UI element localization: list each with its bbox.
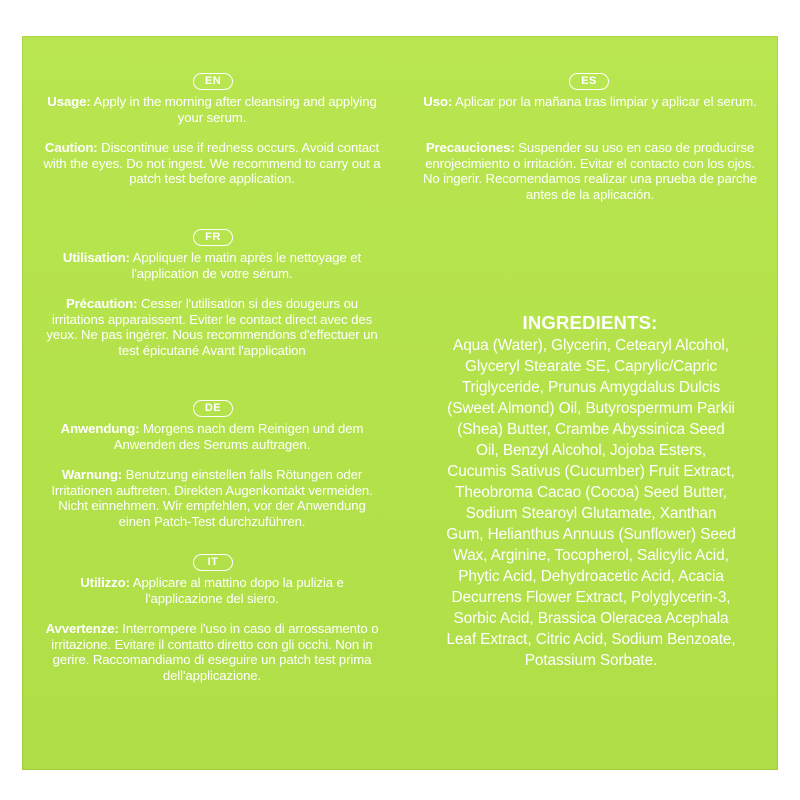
it-usage-label: Utilizzo: [80,575,130,590]
en-caution-label: Caution: [44,140,98,155]
fr-caution-label: Précaution: [65,296,138,311]
de-caution-label: Warnung: [61,467,123,482]
en-usage-label: Usage: [47,94,91,109]
lang-badge-fr: FR [193,229,233,246]
packaging-panel [22,36,778,770]
en-caution-text: Discontinue use if redness occurs. Avoid contact with the eyes. Do not ingest. We recommend to carry out a patch test before application. [43,140,381,186]
en-usage-text: Apply in the morning after cleansing and applying your serum. [90,94,377,125]
de-usage [42,421,382,452]
it-usage-text: Applicare al mattino dopo la pulizia e l'applicazione del siero. [129,575,344,606]
de-caution [42,467,382,529]
lang-badge-it: IT [193,554,233,571]
lang-badge-de: DE [193,400,233,417]
es-usage-text: Aplicar por la mañana tras limpiar y aplicar el serum. [452,94,757,109]
es-caution-label: Precauciones: [425,140,515,155]
de-caution-text: Benutzung einstellen falls Rötungen oder Irritationen auftreten. Direkten Augenkontakt vermeiden. Nicht einnehmen. Wir empfehlen, vor der Anwendung einen Patch-Test durchzuführen. [51,467,373,529]
it-caution-text: Interrompere l'uso in caso di arrossamento o irritazione. Evitare il contatto diretto con gli occhi. Non in gerire. Raccomandiamo di eseguire un patch test prima dell'applicazione. [51,621,379,683]
en-caution [42,140,382,187]
en-usage [42,94,382,125]
es-caution-text: Suspender su uso en caso de producirse enrojecimiento o irritación. Evitar el contacto con los ojos. No ingerir. Recomendamos realizar una prueba de parche antes de la aplicación. [422,140,757,202]
fr-caution [42,296,382,358]
it-usage [42,575,382,606]
lang-badge-en: EN [193,73,233,90]
es-usage [420,94,760,110]
de-usage-label: Anwendung: [60,421,140,436]
es-usage-label: Uso: [423,94,453,109]
fr-caution-text: Cesser l'utilisation si des dougeurs ou irritations apparaissent. Eviter le contact direct avec des yeux. Ne pas ingérer. Nous recommendons d'effectuer un test épicutané Avant l'application [46,296,378,358]
it-caution-label: Avvertenze: [45,621,119,636]
ingredients-list: Aqua (Water), Glycerin, Cetearyl Alcohol, Glyceryl Stearate SE, Caprylic/Capric Triglyceride, Prunus Amygdalus Dulcis (Sweet Almond) Oil, Butyrospermum Parkii (Shea) Butter, Crambe Abyssinica Seed Oil, Benzyl Alcohol, Jojoba Esters, Cucumis Sativus (Cucumber) Fruit Extract, Theobroma Cacao (Cocoa) Seed Butter, Sodium Stearoyl Glutamate, Xanthan Gum, Helianthus Annuus (Sunflower) Seed Wax, Arginine, Tocopherol, Salicylic Acid, Phytic Acid, Dehydroacetic Acid, Acacia Decurrens Flower Extract, Polyglycerin-3, Sorbic Acid, Brassica Oleracea Acephala Leaf Extract, Citric Acid, Sodium Benzoate, Potassium Sorbate. [446,337,736,669]
fr-usage-text: Appliquer le matin après le nettoyage et l'application de votre sérum. [129,250,362,281]
lang-badge-es: ES [569,73,609,90]
fr-usage-label: Utilisation: [62,250,130,265]
it-caution [42,621,382,683]
fr-usage [42,250,382,281]
de-usage-text: Morgens nach dem Reinigen und dem Anwenden des Serums auftragen. [113,421,364,452]
ingredients-title: INGREDIENTS: [522,312,658,333]
es-caution [420,140,760,202]
